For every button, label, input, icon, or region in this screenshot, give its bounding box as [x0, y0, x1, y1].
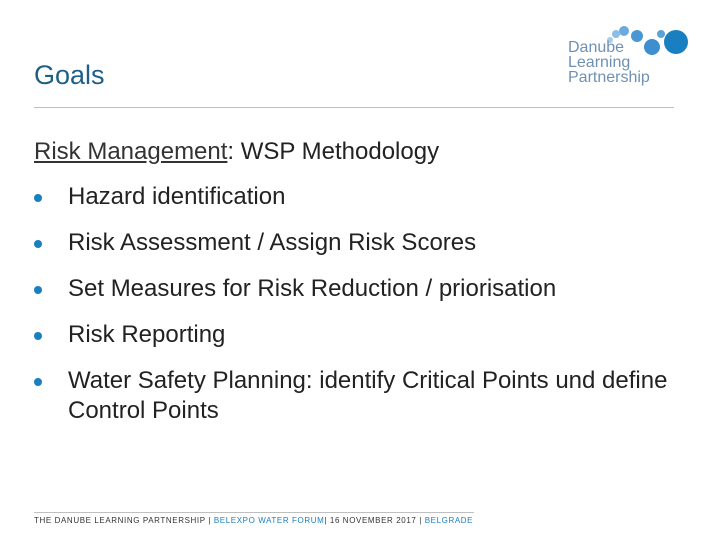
subtitle-underlined: Risk Management — [34, 138, 228, 165]
list-item — [34, 182, 694, 212]
footer-city: BELGRADE — [424, 516, 474, 525]
footer-date: | 16 NOVEMBER 2017 | — [324, 516, 425, 525]
list-item — [34, 320, 694, 350]
footer-event: BELEXPO WATER FORUM — [213, 516, 325, 525]
bullet-text: Risk Reporting — [68, 321, 226, 348]
footer-divider — [34, 512, 474, 513]
bullet-text: Set Measures for Risk Reduction / priorisation — [68, 275, 557, 302]
bullet-icon — [34, 332, 42, 340]
bullet-text: Water Safety Planning: identify Critical Points und define Control Points — [68, 367, 668, 424]
bullet-text: Hazard identification — [68, 183, 286, 210]
bullet-text: Risk Assessment / Assign Risk Scores — [68, 229, 477, 256]
logo-line-2: Learning — [568, 54, 631, 71]
bullet-icon — [34, 194, 42, 202]
slide-footer — [34, 516, 473, 525]
bullet-icon — [34, 286, 42, 294]
slide-title: Goals — [34, 60, 105, 90]
list-item — [34, 228, 694, 258]
footer-org: THE DANUBE LEARNING PARTNERSHIP | — [34, 516, 214, 525]
danube-learning-partnership-logo — [540, 20, 700, 92]
bullet-list — [34, 182, 694, 442]
logo-line-3: Partnership — [568, 69, 650, 86]
list-item — [34, 274, 694, 304]
bullet-icon — [34, 378, 42, 386]
bullet-icon — [34, 240, 42, 248]
slide-subtitle — [34, 138, 439, 166]
title-divider — [34, 107, 674, 108]
logo-line-1: Danube — [568, 39, 625, 56]
subtitle-rest: : WSP Methodology — [227, 138, 440, 165]
list-item — [34, 366, 694, 426]
